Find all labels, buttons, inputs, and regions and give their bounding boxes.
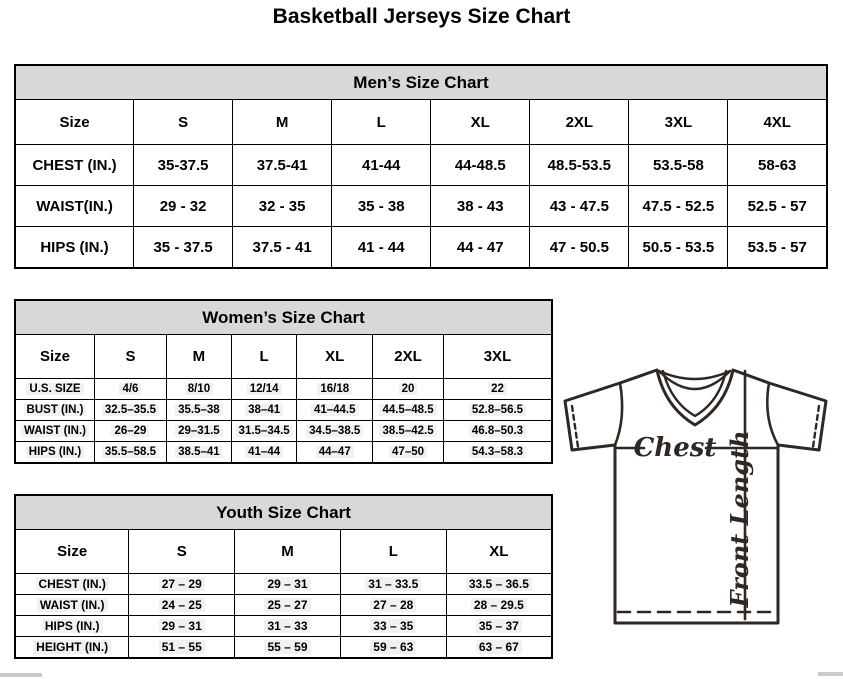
cell-text: 25 – 27 xyxy=(264,598,310,612)
value-cell: 35-37.5 xyxy=(134,145,233,186)
value-cell xyxy=(129,574,235,595)
cell-text: 12/14 xyxy=(247,383,282,395)
value-cell xyxy=(373,421,444,442)
col-header-cell: 2XL xyxy=(373,335,444,379)
table-title-cell: Women’s Size Chart xyxy=(15,300,552,335)
cell-text: 55 – 59 xyxy=(264,640,310,654)
cell-text: 38–41 xyxy=(245,404,283,416)
jersey-measurement-diagram xyxy=(562,361,830,629)
row-label-cell: WAIST(IN.) xyxy=(15,186,134,227)
cell-text: 31.5–34.5 xyxy=(236,425,293,437)
value-cell xyxy=(235,595,341,616)
value-cell xyxy=(94,421,166,442)
cell-text: 32.5–35.5 xyxy=(102,404,159,416)
col-header-cell: 4XL xyxy=(728,100,827,145)
womens-size-table xyxy=(14,299,553,464)
row-label-cell xyxy=(15,379,94,400)
collar-back-line xyxy=(659,371,730,379)
cell-text: 16/18 xyxy=(317,383,352,395)
value-cell: 35 - 37.5 xyxy=(134,227,233,269)
cell-text: 29 – 31 xyxy=(264,577,310,591)
col-header-cell: 3XL xyxy=(443,335,552,379)
cell-text: 44.5–48.5 xyxy=(379,404,436,416)
row-label-cell xyxy=(15,574,129,595)
cell-text: 35 – 37 xyxy=(476,619,522,633)
cell-text: 20 xyxy=(399,383,418,395)
value-cell xyxy=(297,442,373,464)
cell-text: HIPS (IN.) xyxy=(42,619,103,633)
value-cell: 48.5-53.5 xyxy=(530,145,629,186)
value-cell xyxy=(231,379,297,400)
value-cell xyxy=(297,379,373,400)
cell-text: 33 – 35 xyxy=(370,619,416,633)
value-cell xyxy=(443,400,552,421)
value-cell xyxy=(231,400,297,421)
cell-text: 24 – 25 xyxy=(159,598,205,612)
value-cell: 37.5-41 xyxy=(233,145,332,186)
value-cell: 41 - 44 xyxy=(332,227,431,269)
table-row xyxy=(15,379,552,400)
cell-text: CHEST (IN.) xyxy=(36,577,109,591)
value-cell xyxy=(443,421,552,442)
cell-text: 51 – 55 xyxy=(159,640,205,654)
value-cell xyxy=(297,421,373,442)
col-header-cell: M xyxy=(235,530,341,574)
col-header-cell: M xyxy=(233,100,332,145)
cell-text: 31 – 33.5 xyxy=(365,577,421,591)
table-row xyxy=(15,421,552,442)
cell-text: 38.5–41 xyxy=(175,446,223,458)
col-header-cell: XL xyxy=(297,335,373,379)
value-cell xyxy=(373,400,444,421)
value-cell xyxy=(446,595,552,616)
value-cell xyxy=(373,379,444,400)
value-cell xyxy=(166,379,231,400)
value-cell xyxy=(235,574,341,595)
cell-text: WAIST (IN.) xyxy=(21,425,89,437)
col-header-cell: M xyxy=(166,335,231,379)
cell-text: 22 xyxy=(488,383,507,395)
col-header-cell: Size xyxy=(15,100,134,145)
cell-text: 47–50 xyxy=(389,446,427,458)
value-cell: 47 - 50.5 xyxy=(530,227,629,269)
col-header-cell: Size xyxy=(15,530,129,574)
value-cell xyxy=(129,616,235,637)
row-label-cell xyxy=(15,442,94,464)
cell-text: 4/6 xyxy=(119,383,141,395)
table-row xyxy=(15,637,552,659)
value-cell: 53.5 - 57 xyxy=(728,227,827,269)
value-cell: 35 - 38 xyxy=(332,186,431,227)
mens-size-table xyxy=(14,64,828,269)
table-row xyxy=(15,145,827,186)
value-cell xyxy=(231,421,297,442)
value-cell xyxy=(443,442,552,464)
value-cell xyxy=(373,442,444,464)
table-title-row xyxy=(15,495,552,530)
value-cell: 37.5 - 41 xyxy=(233,227,332,269)
cell-text: 41–44.5 xyxy=(311,404,359,416)
row-label-cell xyxy=(15,421,94,442)
row-label-cell xyxy=(15,637,129,659)
cell-text: HIPS (IN.) xyxy=(26,446,84,458)
chest-measure-label: Chest xyxy=(633,433,717,463)
value-cell xyxy=(231,442,297,464)
value-cell xyxy=(129,637,235,659)
value-cell xyxy=(340,637,446,659)
cell-text: 41–44 xyxy=(245,446,283,458)
col-header-cell: Size xyxy=(15,335,94,379)
value-cell: 44 - 47 xyxy=(431,227,530,269)
value-cell: 47.5 - 52.5 xyxy=(629,186,728,227)
cell-text: 54.3–58.3 xyxy=(469,446,526,458)
cell-text: 27 – 28 xyxy=(370,598,416,612)
col-header-cell: L xyxy=(332,100,431,145)
scrollbar-fragment-right[interactable] xyxy=(818,672,843,676)
row-label-cell: CHEST (IN.) xyxy=(15,145,134,186)
col-header-cell: 3XL xyxy=(629,100,728,145)
value-cell: 41-44 xyxy=(332,145,431,186)
value-cell xyxy=(166,400,231,421)
value-cell xyxy=(166,421,231,442)
col-header-cell: L xyxy=(340,530,446,574)
table-title-row xyxy=(15,65,827,100)
table-row xyxy=(15,400,552,421)
value-cell xyxy=(446,616,552,637)
table-title-row xyxy=(15,300,552,335)
col-header-cell: XL xyxy=(431,100,530,145)
row-label-cell xyxy=(15,595,129,616)
value-cell: 58-63 xyxy=(728,145,827,186)
value-cell xyxy=(340,616,446,637)
value-cell: 44-48.5 xyxy=(431,145,530,186)
row-label-cell: HIPS (IN.) xyxy=(15,227,134,269)
col-header-cell: L xyxy=(231,335,297,379)
row-label-cell xyxy=(15,616,129,637)
value-cell xyxy=(166,442,231,464)
cell-text: BUST (IN.) xyxy=(24,404,87,416)
col-header-cell: S xyxy=(94,335,166,379)
col-header-cell: 2XL xyxy=(530,100,629,145)
cell-text: U.S. SIZE xyxy=(26,383,83,395)
value-cell: 53.5-58 xyxy=(629,145,728,186)
cell-text: 27 – 29 xyxy=(159,577,205,591)
value-cell: 52.5 - 57 xyxy=(728,186,827,227)
value-cell xyxy=(129,595,235,616)
cell-text: 52.8–56.5 xyxy=(469,404,526,416)
value-cell: 38 - 43 xyxy=(431,186,530,227)
col-header-cell: XL xyxy=(446,530,552,574)
column-header-row xyxy=(15,335,552,379)
cell-text: 35.5–58.5 xyxy=(102,446,159,458)
cell-text: 26–29 xyxy=(111,425,149,437)
col-header-cell: S xyxy=(129,530,235,574)
jersey-outline xyxy=(565,370,826,623)
cell-text: 8/10 xyxy=(185,383,213,395)
table-row xyxy=(15,227,827,269)
cell-text: 46.8–50.3 xyxy=(469,425,526,437)
cell-text: 63 – 67 xyxy=(476,640,522,654)
value-cell: 43 - 47.5 xyxy=(530,186,629,227)
value-cell xyxy=(446,637,552,659)
value-cell xyxy=(94,400,166,421)
column-header-row xyxy=(15,100,827,145)
table-row xyxy=(15,616,552,637)
cell-text: 33.5 – 36.5 xyxy=(466,577,532,591)
cell-text: 34.5–38.5 xyxy=(306,425,363,437)
row-label-cell xyxy=(15,400,94,421)
cell-text: 35.5–38 xyxy=(175,404,223,416)
value-cell xyxy=(235,616,341,637)
value-cell: 32 - 35 xyxy=(233,186,332,227)
cell-text: WAIST (IN.) xyxy=(37,598,108,612)
scrollbar-fragment-left[interactable] xyxy=(0,673,42,677)
table-row xyxy=(15,186,827,227)
cell-text: 59 – 63 xyxy=(370,640,416,654)
value-cell xyxy=(94,442,166,464)
cell-text: 28 – 29.5 xyxy=(471,598,527,612)
value-cell xyxy=(446,574,552,595)
front-length-measure-label: Front Length xyxy=(725,430,754,608)
table-row xyxy=(15,595,552,616)
table-row xyxy=(15,442,552,464)
value-cell xyxy=(443,379,552,400)
col-header-cell: S xyxy=(134,100,233,145)
column-header-row xyxy=(15,530,552,574)
table-row xyxy=(15,574,552,595)
value-cell xyxy=(297,400,373,421)
table-title-cell: Youth Size Chart xyxy=(15,495,552,530)
cell-text: 29 – 31 xyxy=(159,619,205,633)
value-cell xyxy=(235,637,341,659)
cell-text: 29–31.5 xyxy=(175,425,223,437)
page-title: Basketball Jerseys Size Chart xyxy=(272,5,571,28)
cell-text: HEIGHT (IN.) xyxy=(33,640,111,654)
value-cell: 29 - 32 xyxy=(134,186,233,227)
table-title-cell: Men’s Size Chart xyxy=(15,65,827,100)
value-cell: 50.5 - 53.5 xyxy=(629,227,728,269)
cell-text: 44–47 xyxy=(316,446,354,458)
value-cell xyxy=(340,574,446,595)
value-cell xyxy=(340,595,446,616)
cell-text: 31 – 33 xyxy=(264,619,310,633)
cell-text: 38.5–42.5 xyxy=(379,425,436,437)
youth-size-table xyxy=(14,494,553,659)
value-cell xyxy=(94,379,166,400)
